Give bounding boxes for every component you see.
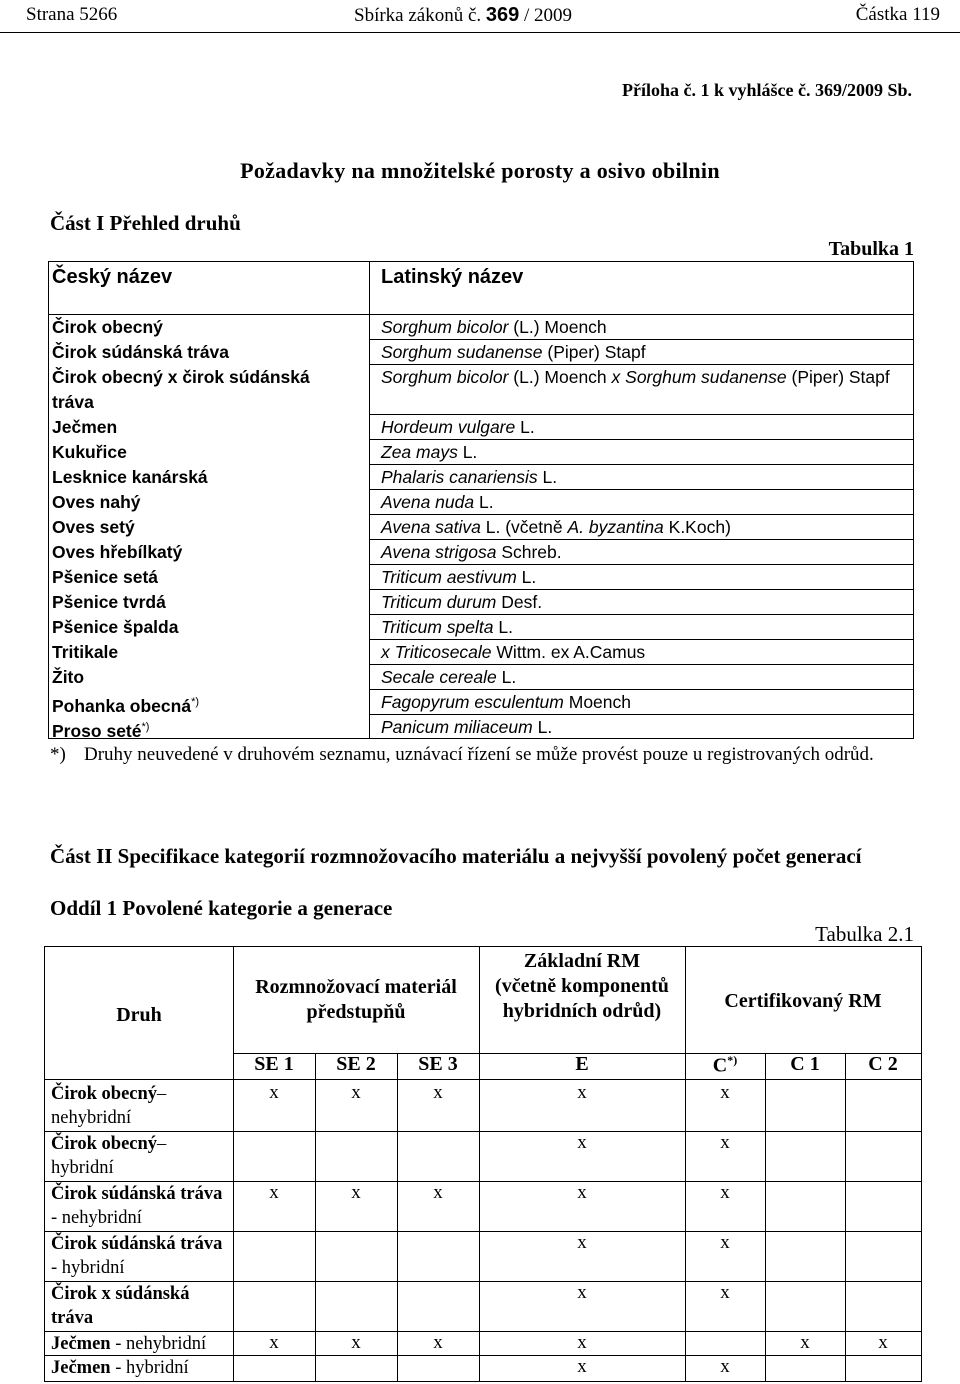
table-row — [49, 640, 913, 665]
category-mark: x — [433, 1182, 443, 1203]
table-row — [49, 340, 913, 365]
latin-name: Avena nuda L. — [381, 492, 494, 512]
latin-name: Panicum miliaceum L. — [381, 717, 553, 737]
collection-label — [354, 4, 572, 27]
latin-name: Secale cereale L. — [381, 667, 517, 687]
category-mark: x — [351, 1182, 361, 1203]
czech-name: Čirok súdánská tráva — [52, 342, 230, 362]
category-mark: x — [577, 1282, 587, 1303]
species-cell: Čirok súdánská tráva - hybridní — [51, 1234, 223, 1278]
col-czech-header: Český název — [52, 266, 173, 288]
category-mark: x — [577, 1356, 587, 1377]
collection-number: 369 — [485, 4, 520, 26]
table-row — [49, 715, 913, 740]
category-mark: x — [269, 1332, 279, 1353]
latin-name: Sorghum bicolor (L.) Moench — [381, 317, 607, 337]
category-mark: x — [577, 1082, 587, 1103]
page-header — [0, 0, 960, 33]
category-mark: x — [351, 1332, 361, 1353]
czech-name: Oves nahý — [52, 492, 141, 512]
category-mark: x — [577, 1182, 587, 1203]
czech-name: Pšenice setá — [52, 567, 159, 587]
sub-col-se1: SE 1 — [254, 1053, 294, 1075]
latin-name: Avena sativa L. (včetně A. byzantina K.Koch) — [381, 517, 731, 537]
sub-col-se3: SE 3 — [418, 1053, 458, 1075]
latin-name: Triticum aestivum L. — [381, 567, 537, 587]
species-cell: Čirok súdánská tráva - nehybridní — [51, 1184, 223, 1228]
czech-name: Žito — [52, 667, 85, 687]
category-mark: x — [433, 1332, 443, 1353]
table-row — [49, 565, 913, 590]
species-cell: Ječmen - nehybridní — [51, 1334, 207, 1354]
collection-year: / 2009 — [524, 5, 573, 26]
latin-name: Zea mays L. — [381, 442, 478, 462]
czech-name: Tritikale — [52, 642, 119, 662]
part2-subheading: Oddíl 1 Povolené kategorie a generace — [50, 896, 393, 920]
footnote-mark: *) — [50, 744, 66, 765]
category-mark: x — [720, 1232, 730, 1253]
latin-name: Sorghum sudanense (Piper) Stapf — [381, 342, 646, 362]
sub-col-c2: C 2 — [868, 1053, 898, 1075]
latin-name: Phalaris canariensis L. — [381, 467, 558, 487]
species-cell: Čirok obecný– hybridní — [51, 1134, 167, 1178]
attachment-label: Příloha č. 1 k vyhlášce č. 369/2009 Sb. — [621, 80, 912, 100]
latin-name: Fagopyrum esculentum Moench — [381, 692, 631, 712]
table-row — [49, 515, 913, 540]
table-row — [49, 440, 913, 465]
footnote-text: Druhy neuvedené v druhovém seznamu, uznávací řízení se může provést pouze u registrovaných odrůd. — [84, 744, 874, 765]
category-mark: x — [720, 1132, 730, 1153]
category-mark: x — [720, 1282, 730, 1303]
czech-name: Kukuřice — [52, 442, 127, 462]
table-row — [49, 690, 913, 715]
table-row — [49, 490, 913, 515]
czech-name: Ječmen — [52, 417, 118, 437]
table-row — [49, 415, 913, 440]
czech-name: Proso seté*) — [52, 720, 150, 741]
czech-name: Pohanka obecná*) — [52, 695, 200, 716]
czech-name: Lesknice kanárská — [52, 467, 208, 487]
latin-name: Triticum spelta L. — [381, 617, 513, 637]
part2-heading: Část II Specifikace kategorií rozmnožovacího materiálu a nejvyšší povolený počet generací — [50, 844, 862, 868]
species-cell: Čirok obecný– nehybridní — [51, 1084, 167, 1128]
table-row — [49, 665, 913, 690]
latin-name: Sorghum bicolor (L.) Moench x Sorghum sudanense (Piper) Stapf — [381, 367, 890, 387]
category-mark: x — [433, 1082, 443, 1103]
table-row — [49, 615, 913, 640]
categories-table — [44, 946, 922, 1382]
col-druh-header: Druh — [116, 1004, 162, 1026]
latin-name: Hordeum vulgare L. — [381, 417, 535, 437]
czech-name: Čirok obecný x čirok súdánská tráva — [52, 367, 310, 412]
col-latin-header: Latinský název — [381, 266, 524, 288]
document-title: Požadavky na množitelské porosty a osivo obilnin — [240, 158, 720, 183]
sub-col-e: E — [575, 1053, 589, 1075]
collection-prefix: Sbírka zákonů č. — [354, 5, 482, 26]
part1-heading: Část I Přehled druhů — [50, 211, 241, 235]
category-mark: x — [878, 1332, 888, 1353]
latin-name: x Triticosecale Wittm. ex A.Camus — [381, 642, 646, 662]
table-row — [49, 465, 913, 490]
latin-name: Avena strigosa Schreb. — [381, 542, 562, 562]
czech-name: Čirok obecný — [52, 317, 163, 337]
category-mark: x — [269, 1082, 279, 1103]
sub-col-c: C*) — [712, 1053, 738, 1077]
table-row — [49, 365, 913, 415]
czech-name: Oves hřebílkatý — [52, 542, 183, 562]
sub-col-c1: C 1 — [790, 1053, 820, 1075]
category-mark: x — [577, 1232, 587, 1253]
page-number: Strana 5266 — [26, 4, 118, 25]
species-cell: Čirok x súdánská tráva — [51, 1284, 190, 1328]
sub-col-se2: SE 2 — [336, 1053, 376, 1075]
species-cell: Ječmen - hybridní — [51, 1358, 189, 1378]
table-row — [49, 540, 913, 565]
category-mark: x — [577, 1332, 587, 1353]
table21-label: Tabulka 2.1 — [815, 922, 914, 946]
footnote — [50, 742, 920, 767]
czech-name: Pšenice tvrdá — [52, 592, 166, 612]
category-mark: x — [800, 1332, 810, 1353]
species-table — [48, 261, 914, 739]
latin-name: Triticum durum Desf. — [381, 592, 543, 612]
table-row — [49, 315, 913, 340]
table1-label: Tabulka 1 — [828, 238, 914, 260]
czech-name: Pšenice špalda — [52, 617, 179, 637]
col-basic-header: Základní RM (včetně komponentů hybridních odrůd) — [495, 950, 669, 1022]
col-cert-header: Certifikovaný RM — [724, 990, 882, 1012]
category-mark: x — [720, 1356, 730, 1377]
category-mark: x — [269, 1182, 279, 1203]
category-mark: x — [720, 1182, 730, 1203]
col-pre-header: Rozmnožovací materiál předstupňů — [255, 976, 457, 1023]
category-mark: x — [351, 1082, 361, 1103]
category-mark: x — [720, 1082, 730, 1103]
category-mark: x — [577, 1132, 587, 1153]
czech-name: Oves setý — [52, 517, 135, 537]
table-row — [49, 590, 913, 615]
part-label: Částka 119 — [855, 4, 940, 25]
